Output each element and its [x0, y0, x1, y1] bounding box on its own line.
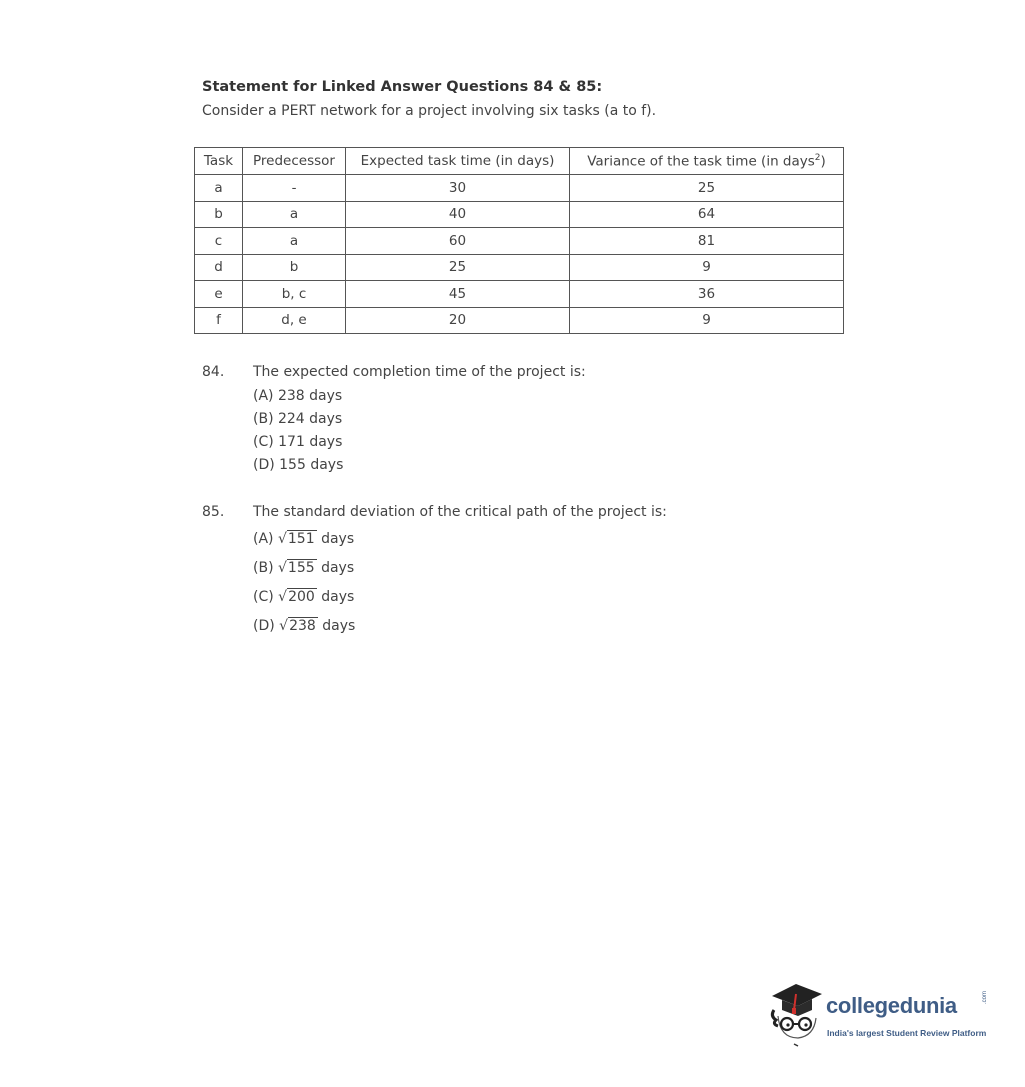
cell-variance: 64: [570, 201, 844, 228]
brand-tagline: India's largest Student Review Platform: [827, 1028, 987, 1038]
radicand: 238: [289, 618, 316, 634]
cell-predecessor: -: [243, 175, 346, 202]
brand-wordmark: collegedunia: [826, 993, 957, 1018]
radicand: 155: [287, 560, 315, 576]
question-stem: The standard deviation of the critical path of the project is:: [253, 504, 667, 520]
table-row: [195, 307, 844, 334]
option-label: (C): [253, 589, 274, 605]
table-row: [195, 281, 844, 308]
cell-predecessor: b, c: [243, 281, 346, 308]
radical-sign-icon: √: [277, 531, 287, 547]
square-root: [278, 589, 317, 605]
cell-expected-time: 45: [346, 281, 570, 308]
option-c: (C) 171 days: [253, 434, 343, 450]
option-label: (B): [253, 560, 274, 576]
header-task: Task: [195, 148, 243, 175]
header-predecessor: Predecessor: [243, 148, 346, 175]
cell-task: a: [195, 175, 243, 202]
option-unit: days: [321, 531, 355, 547]
header-variance: [570, 148, 844, 175]
brand-dotcom: .com: [982, 990, 988, 1004]
cell-expected-time: 40: [346, 201, 570, 228]
cell-expected-time: 30: [346, 175, 570, 202]
cell-task: b: [195, 201, 243, 228]
option-b: (B) 224 days: [253, 411, 343, 427]
cell-predecessor: a: [243, 228, 346, 255]
radicand: 200: [288, 589, 315, 605]
radical-sign-icon: √: [278, 589, 288, 605]
cell-variance: 9: [570, 307, 844, 334]
question-stem: The expected completion time of the project is:: [253, 364, 586, 380]
pert-task-table: [194, 147, 844, 334]
cell-expected-time: 60: [346, 228, 570, 255]
table-row: [195, 228, 844, 255]
option-a: (A) 238 days: [253, 388, 343, 404]
cell-expected-time: 25: [346, 254, 570, 281]
table-header-row: [195, 148, 844, 175]
cell-variance: 36: [570, 281, 844, 308]
cell-variance: 25: [570, 175, 844, 202]
square-root: [278, 560, 317, 576]
table-row: [195, 175, 844, 202]
option-d: (D) 155 days: [253, 457, 344, 473]
option-unit: days: [322, 618, 356, 634]
header-variance-text: Variance of the task time (in days: [587, 153, 815, 170]
square-root: [278, 531, 317, 547]
cell-predecessor: d, e: [243, 307, 346, 334]
option-d: [253, 618, 355, 634]
option-label: (D): [253, 618, 275, 634]
table-row: [195, 201, 844, 228]
mascot-icon: [768, 980, 828, 1050]
option-unit: days: [321, 560, 355, 576]
option-c: [253, 589, 354, 605]
option-label: (A): [253, 531, 274, 547]
cell-task: e: [195, 281, 243, 308]
option-b: [253, 560, 354, 576]
header-expected-time: Expected task time (in days): [346, 148, 570, 175]
cell-variance: 81: [570, 228, 844, 255]
question-84: [202, 364, 802, 484]
square-root: [279, 618, 318, 634]
cell-predecessor: a: [243, 201, 346, 228]
statement-intro: Consider a PERT network for a project involving six tasks (a to f).: [202, 103, 657, 119]
cell-variance: 9: [570, 254, 844, 281]
question-85: [202, 504, 802, 644]
statement-heading: Statement for Linked Answer Questions 84 & 85:: [202, 79, 603, 95]
table-row: [195, 254, 844, 281]
radical-sign-icon: √: [279, 618, 289, 634]
radicand: 151: [287, 531, 315, 547]
question-number: 85.: [202, 504, 225, 520]
cell-task: f: [195, 307, 243, 334]
cell-task: d: [195, 254, 243, 281]
radical-sign-icon: √: [277, 560, 287, 576]
header-variance-close: ): [820, 153, 826, 170]
cell-expected-time: 20: [346, 307, 570, 334]
collegedunia-logo: [768, 980, 990, 1050]
option-unit: days: [321, 589, 355, 605]
question-number: 84.: [202, 364, 225, 380]
cell-task: c: [195, 228, 243, 255]
cell-predecessor: b: [243, 254, 346, 281]
header-variance-sup: 2: [814, 152, 821, 163]
option-a: [253, 531, 354, 547]
